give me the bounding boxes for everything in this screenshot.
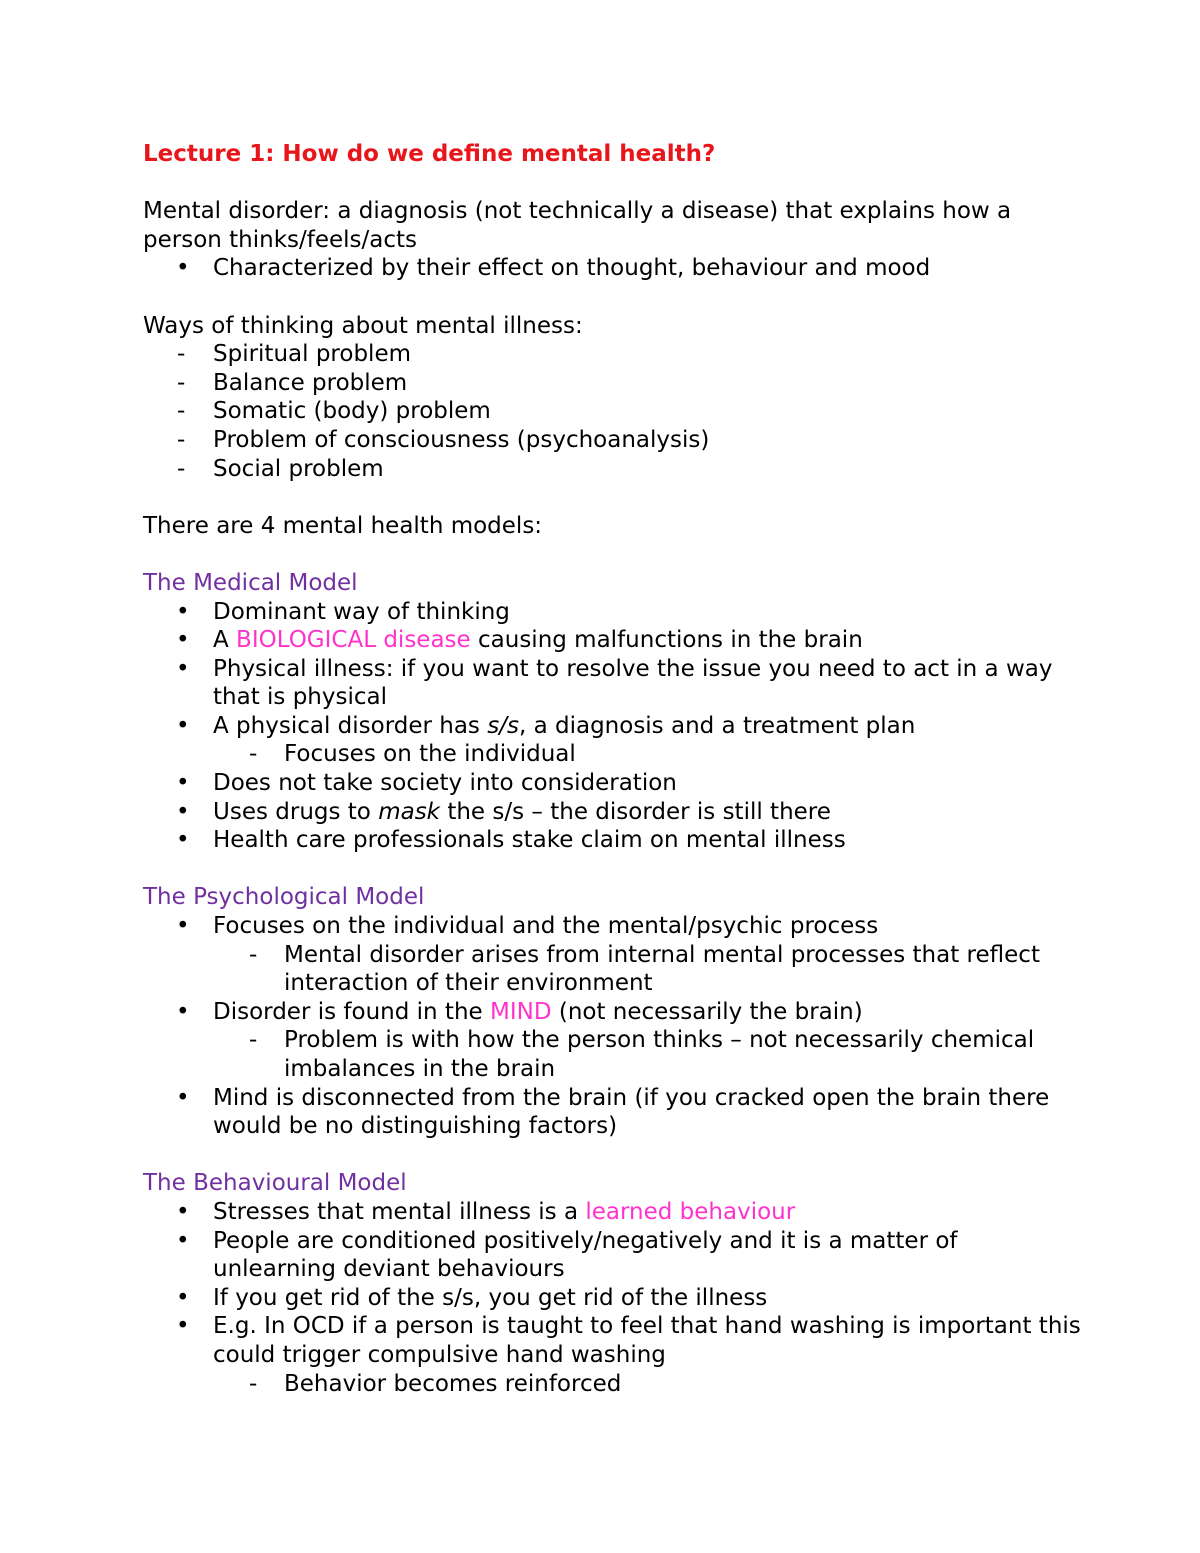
list-item: • People are conditioned positively/negatively and it is a matter of unlearning deviant behaviours	[143, 1227, 1083, 1284]
ways-heading: Ways of thinking about mental illness:	[143, 312, 583, 339]
list-item: • Does not take society into consideration	[143, 769, 1083, 798]
medical-model-title: The Medical Model	[143, 569, 358, 596]
list-item: • Disorder is found in the MIND (not necessarily the brain)	[143, 998, 1083, 1027]
list-item: • Characterized by their effect on thought, behaviour and mood	[143, 254, 1083, 283]
highlight-text: BIOLOGICAL disease	[236, 627, 471, 654]
sub-list-item: - Focuses on the individual	[143, 740, 1083, 769]
definition-text: Mental disorder: a diagnosis (not technically a disease) that explains how a person thinks/feels/acts	[143, 198, 1012, 253]
behavioural-model-title: The Behavioural Model	[143, 1170, 407, 1197]
definition-list	[143, 254, 1083, 283]
list-item: - Somatic (body) problem	[143, 397, 1083, 426]
list-item: - Problem of consciousness (psychoanalysis)	[143, 426, 1083, 455]
sub-list-item: - Problem is with how the person thinks – not necessarily chemical imbalances in the brain	[143, 1026, 1083, 1083]
list-item: • A BIOLOGICAL disease causing malfunctions in the brain	[143, 626, 1083, 655]
list-item: • Dominant way of thinking	[143, 598, 1083, 627]
highlight-text: MIND	[489, 998, 552, 1025]
highlight-text: learned behaviour	[585, 1198, 796, 1225]
list-item: • Stresses that mental illness is a learned behaviour	[143, 1198, 1083, 1227]
psychological-model-list	[143, 912, 1083, 1141]
list-item: - Balance problem	[143, 369, 1083, 398]
list-item: • E.g. In OCD if a person is taught to feel that hand washing is important this could trigger compulsive hand washing	[143, 1312, 1083, 1369]
behavioural-model-list	[143, 1198, 1083, 1398]
psychological-model-title: The Psychological Model	[143, 884, 425, 911]
list-item: • A physical disorder has s/s, a diagnosis and a treatment plan	[143, 712, 1083, 741]
models-heading: There are 4 mental health models:	[143, 512, 543, 539]
sub-list-item: - Behavior becomes reinforced	[143, 1370, 1083, 1399]
list-item: • Focuses on the individual and the mental/psychic process	[143, 912, 1083, 941]
list-item: • If you get rid of the s/s, you get rid of the illness	[143, 1284, 1083, 1313]
list-item: • Health care professionals stake claim on mental illness	[143, 826, 1083, 855]
medical-model-list	[143, 598, 1083, 855]
document-content	[143, 140, 1083, 1398]
list-item: - Social problem	[143, 455, 1083, 484]
lecture-title: Lecture 1: How do we define mental health?	[143, 141, 716, 167]
list-item: • Mind is disconnected from the brain (if you cracked open the brain there would be no distinguishing factors)	[143, 1084, 1083, 1141]
list-item: • Physical illness: if you want to resolve the issue you need to act in a way that is physical	[143, 655, 1083, 712]
list-item: • Uses drugs to mask the s/s – the disorder is still there	[143, 798, 1083, 827]
sub-list-item: - Mental disorder arises from internal mental processes that reflect interaction of their environment	[143, 941, 1083, 998]
ways-list	[143, 340, 1083, 483]
list-item: - Spiritual problem	[143, 340, 1083, 369]
